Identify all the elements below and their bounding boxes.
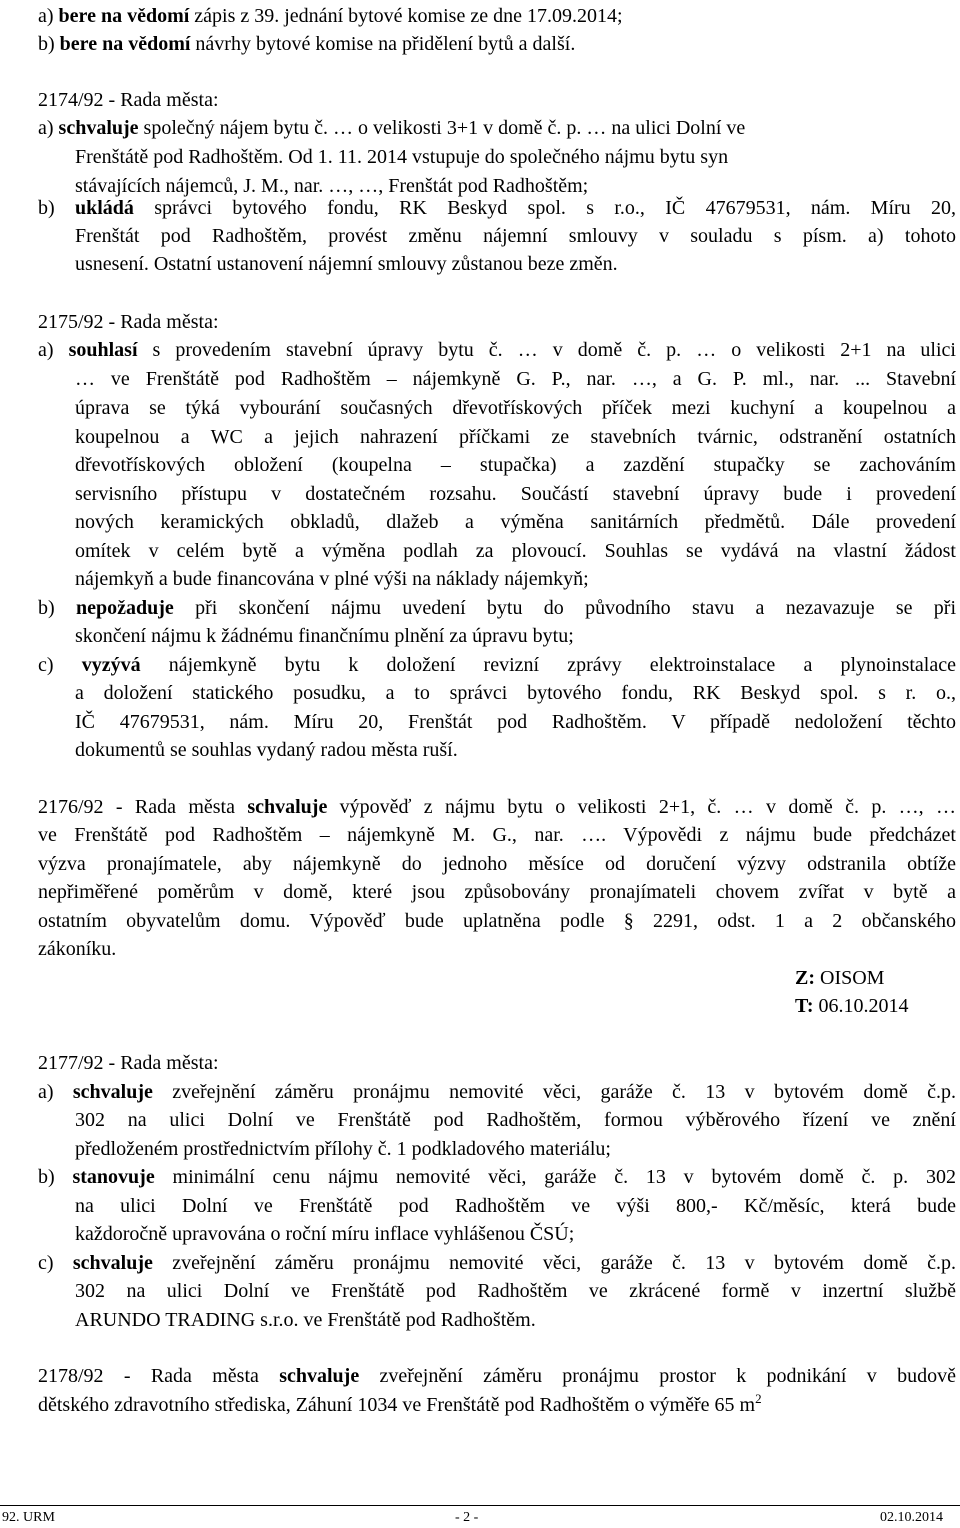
text-line — [75, 252, 618, 276]
text-span: zveřejnění záměru pronájmu nemovité věci, garáže č. 13 v bytovém domě č.p. — [152, 1081, 956, 1103]
text-span: 2174/92 - Rada města: — [38, 89, 219, 111]
bold-keyword: schvaluje — [72, 1081, 153, 1103]
text-span: zápis z 39. jednání bytové komise ze dne 17.09.2014; — [189, 5, 623, 27]
bold-keyword: bere na vědomí — [58, 5, 190, 27]
text-span: zveřejnění záměru pronájmu nemovité věci, garáže č. 13 v bytovém domě č.p. — [152, 1252, 956, 1274]
text-span: a) — [38, 1081, 73, 1103]
text-line — [38, 937, 116, 961]
bold-keyword: T: — [795, 995, 814, 1017]
bold-keyword: stanovuje — [72, 1166, 155, 1188]
text-span: stávajících nájemců, J. M., nar. …, …, Frenštát pod Radhoštěm; — [75, 175, 589, 197]
text-span: společný nájem bytu č. … o velikosti 3+1 v domě č. p. … na ulici Dolní ve — [138, 117, 746, 139]
text-line — [75, 1279, 956, 1303]
text-line — [795, 966, 884, 990]
text-span: 06.10.2014 — [813, 995, 909, 1017]
text-line — [38, 596, 956, 620]
text-span: Frenštátě pod Radhoštěm. Od 1. 11. 2014 vstupuje do společného nájmu bytu syn — [75, 146, 729, 168]
text-span: b) — [38, 197, 75, 219]
text-span: 302 na ulici Dolní ve Frenštátě pod Radhoštěm ve zkrácené formě v inzertní službě — [75, 1280, 956, 1302]
text-span: ARUNDO TRADING s.r.o. ve Frenštátě pod Radhoštěm. — [75, 1309, 536, 1331]
text-span: nájemkyně bytu k doložení revizní zprávy elektroinstalace a plynoinstalace — [140, 654, 956, 676]
text-span: usnesení. Ostatní ustanovení nájemní smlouvy zůstanou beze změn. — [75, 253, 618, 275]
superscript: 2 — [755, 1391, 762, 1406]
footer-rule — [0, 1505, 960, 1506]
text-span: zveřejnění záměru pronájmu prostor k podnikání v budově — [359, 1365, 956, 1387]
text-span: … ve Frenštátě pod Radhoštěm – nájemkyně G. P., nar. …, a G. P. ml., nar. ... Stavební — [75, 368, 956, 390]
text-span: omítek v celém bytě a výměna podlah za plovoucí. Souhlas se vydává na vlastní žádost — [75, 540, 956, 562]
text-line — [38, 1051, 219, 1075]
text-span: nájemkyň a bude financována v plné výši na náklady nájemkyň; — [75, 568, 589, 590]
text-line — [38, 338, 956, 362]
bold-keyword: ukládá — [75, 197, 134, 219]
text-span: b) — [38, 1166, 73, 1188]
text-span: nepřiměřené poměrům v domě, které jsou způsobovány pronajímateli chovem zvířat v bytě a — [38, 881, 956, 903]
text-span: a doložení statického posudku, a to správci bytového fondu, RK Beskyd spol. s r. o., — [75, 682, 956, 704]
text-line — [38, 909, 956, 933]
text-line — [75, 710, 956, 734]
text-span: nových keramických obkladů, dlažeb a výměna sanitárních předmětů. Dále provedení — [75, 511, 956, 533]
text-line — [38, 852, 956, 876]
text-span: výpověď z nájmu bytu o velikosti 2+1, č. … v domě č. p. …, … — [327, 796, 956, 818]
bold-keyword: bere na vědomí — [59, 33, 191, 55]
text-line — [38, 4, 623, 28]
text-line — [75, 174, 588, 198]
text-span: 2177/92 - Rada města: — [38, 1052, 219, 1074]
text-line — [75, 396, 956, 420]
text-line — [75, 1108, 956, 1132]
bold-keyword: souhlasí — [68, 339, 138, 361]
text-line — [75, 539, 956, 563]
text-line — [38, 1251, 956, 1275]
text-line — [38, 1080, 956, 1104]
footer-left: 92. URM — [2, 1510, 55, 1525]
text-line — [38, 1165, 956, 1189]
text-line — [38, 795, 956, 819]
text-line — [38, 116, 745, 140]
text-span: výzva pronajímatele, aby nájemkyně do jednoho měsíce od doručení výzvy odstranila obtíže — [38, 853, 956, 875]
bold-keyword: schvaluje — [72, 1252, 153, 1274]
text-line — [75, 453, 956, 477]
text-line — [38, 653, 956, 677]
text-span: c) — [38, 654, 82, 676]
text-span: správci bytového fondu, RK Beskyd spol. s r.o., IČ 47679531, nám. Míru 20, — [133, 197, 956, 219]
text-span: Frenštát pod Radhoštěm, provést změnu nájemní smlouvy v souladu s písm. a) tohoto — [75, 225, 956, 247]
text-line — [38, 880, 956, 904]
text-span: 302 na ulici Dolní ve Frenštátě pod Radhoštěm, formou výběrového řízení ve znění — [75, 1109, 956, 1131]
text-line — [75, 681, 956, 705]
text-line — [75, 624, 574, 648]
text-span: dokumentů se souhlas vydaný radou města ruší. — [75, 739, 458, 761]
text-line — [75, 367, 956, 391]
text-line — [75, 1194, 956, 1218]
text-span: 2175/92 - Rada města: — [38, 311, 219, 333]
text-span: dřevotřískových obložení (koupelna – stupačka) a zazdění stupačky se zachováním — [75, 454, 956, 476]
text-span: IČ 47679531, nám. Míru 20, Frenštát pod Radhoštěm. V případě nedoložení těchto — [75, 711, 956, 733]
text-line — [75, 145, 728, 169]
text-span: koupelnou a WC a jejich nahrazení příčkami ze stavebních tvárnic, odstranění ostatních — [75, 426, 956, 448]
text-span: 2178/92 - Rada města — [38, 1365, 280, 1387]
text-span: návrhy bytové komise na přidělení bytů a další. — [190, 33, 576, 55]
text-span: b) — [38, 597, 76, 619]
text-line — [75, 567, 589, 591]
text-span: na ulici Dolní ve Frenštátě pod Radhoštěm ve výši 800,- Kč/měsíc, která bude — [75, 1195, 956, 1217]
bold-keyword: Z: — [795, 967, 815, 989]
text-line — [75, 1222, 574, 1246]
text-line — [38, 196, 956, 220]
text-line — [75, 738, 458, 762]
text-span: b) — [38, 33, 60, 55]
text-line — [75, 1137, 611, 1161]
text-span: 2176/92 - Rada města — [38, 796, 248, 818]
text-line — [75, 1308, 536, 1332]
bold-keyword: schvaluje — [58, 117, 139, 139]
text-line — [38, 32, 575, 56]
bold-keyword: vyzývá — [81, 654, 141, 676]
text-span: servisního přístupu v dostatečném rozsahu. Součástí stavební úpravy bude i provedení — [75, 483, 956, 505]
text-span: ve Frenštátě pod Radhoštěm – nájemkyně M. G., nar. …. Výpovědi z nájmu bude předcházet — [38, 824, 956, 846]
text-line — [75, 510, 956, 534]
text-span: ostatním obyvatelům domu. Výpověď bude uplatněna podle § 2291, odst. 1 a 2 občanského — [38, 910, 956, 932]
text-line — [38, 1364, 956, 1388]
text-span: úprava se týká vybourání současných dřevotřískových příček mezi kuchyní a koupelnou a — [75, 397, 956, 419]
text-span: zákoníku. — [38, 938, 117, 960]
text-span: předloženém prostřednictvím přílohy č. 1 podkladového materiálu; — [75, 1138, 611, 1160]
text-line — [75, 224, 956, 248]
text-span: a) — [38, 339, 69, 361]
footer-page-number: - 2 - — [455, 1510, 479, 1525]
text-line — [795, 994, 909, 1018]
bold-keyword: schvaluje — [247, 796, 328, 818]
text-span: při skončení nájmu uvedení bytu do původního stavu a nezavazuje se při — [173, 597, 957, 619]
text-span: a) — [38, 117, 59, 139]
text-span: c) — [38, 1252, 73, 1274]
text-span: OISOM — [815, 967, 885, 989]
text-line — [38, 1393, 762, 1417]
text-span: každoročně upravována o roční míru inflace vyhlášenou ČSÚ; — [75, 1223, 575, 1245]
text-line — [38, 310, 219, 334]
text-span: a) — [38, 5, 59, 27]
footer-date: 02.10.2014 — [880, 1510, 943, 1525]
text-line — [75, 482, 956, 506]
bold-keyword: nepožaduje — [75, 597, 174, 619]
text-line — [38, 88, 219, 112]
text-span: skončení nájmu k žádnému finančnímu plnění za úpravu bytu; — [75, 625, 574, 647]
text-span: minimální cenu nájmu nemovité věci, garáže č. 13 v bytovém domě č. p. 302 — [154, 1166, 956, 1188]
bold-keyword: schvaluje — [279, 1365, 360, 1387]
text-line — [75, 425, 956, 449]
text-span: dětského zdravotního střediska, Záhuní 1034 ve Frenštátě pod Radhoštěm o výměře 65 m — [38, 1394, 756, 1416]
text-line — [38, 823, 956, 847]
text-span: s provedením stavební úpravy bytu č. … v domě č. p. … o velikosti 2+1 na ulici — [137, 339, 956, 361]
